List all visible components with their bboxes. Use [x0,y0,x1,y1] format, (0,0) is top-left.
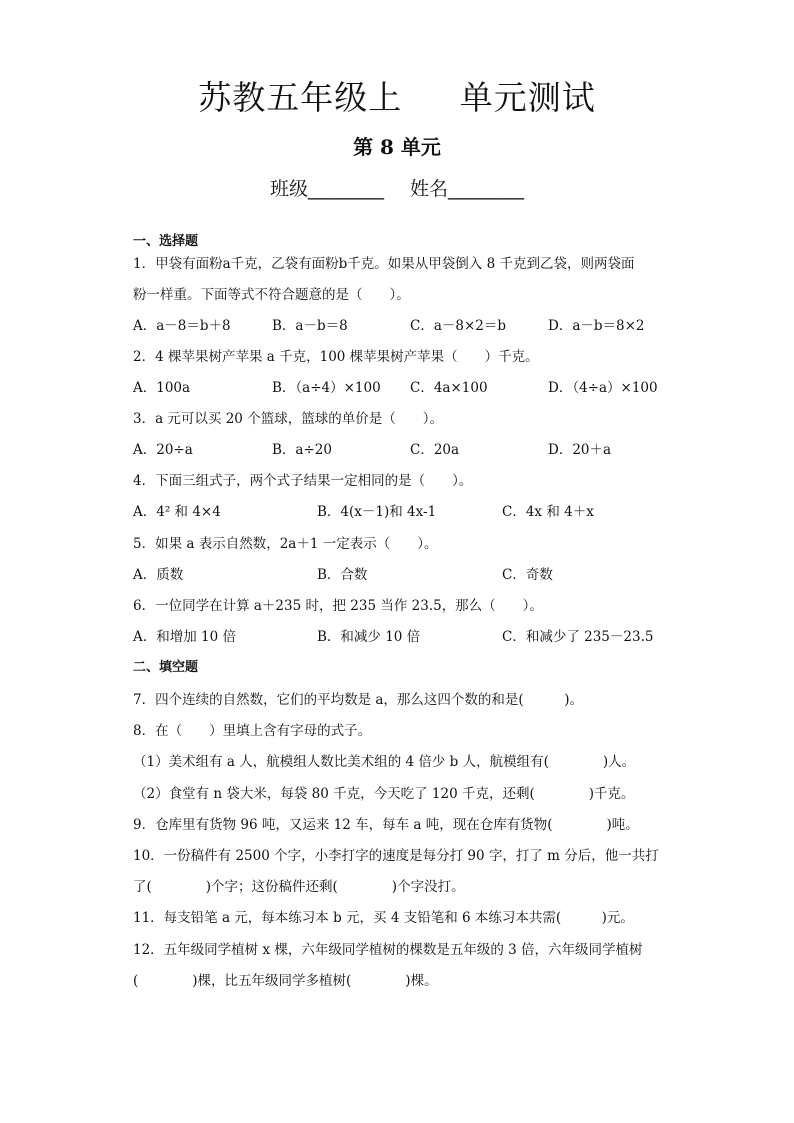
question-1-line1: 1．甲袋有面粉a千克，乙袋有面粉b千克。如果从甲袋倒入 8 千克到乙袋，则两袋面 [133,256,635,272]
q6-option-b[interactable]: B．和减少 10 倍 [317,629,421,645]
q1-option-d[interactable]: D．a－b＝8×2 [548,318,645,334]
q4-option-a[interactable]: A．4² 和 4×4 [133,504,221,520]
q2-option-a[interactable]: A．100a [133,380,191,396]
question-7: 7．四个连续的自然数，它们的平均数是 a，那么这四个数的和是( )。 [133,692,583,708]
question-3: 3．a 元可以买 20 个篮球，篮球的单价是（ ）。 [133,411,443,427]
question-10-line1: 10．一份稿件有 2500 个字，小李打字的速度是每分打 90 字，打了 m 分后，他一共打 [133,848,659,864]
question-12-line1: 12．五年级同学植树 x 棵，六年级同学植树的棵数是五年级的 3 倍，六年级同学植树 [133,942,643,958]
question-1-line2: 粉一样重。下面等式不符合题意的是（ ）。 [133,287,410,303]
q6-option-c[interactable]: C．和减少了 235－23.5 [502,629,654,645]
q1-option-c[interactable]: C．a－8×2＝b [410,318,507,334]
question-12-line2: ( )棵，比五年级同学多植树( )棵。 [133,973,438,989]
question-2: 2．4 棵苹果树产苹果 a 千克，100 棵苹果树产苹果（ ）千克。 [133,349,539,365]
q1-option-b[interactable]: B．a－b＝8 [272,318,348,334]
page-title: 苏教五年级上 单元测试 [198,78,596,117]
q6-option-a[interactable]: A．和增加 10 倍 [133,629,237,645]
question-6: 6．一位同学在计算 a＋235 时，把 235 当作 23.5，那么（ ）。 [133,598,543,614]
question-10-line2: 了( )个字；这份稿件还剩( )个字没打。 [133,879,465,895]
q3-option-d[interactable]: D．20＋a [548,442,612,458]
q1-option-a[interactable]: A．a－8＝b＋8 [133,318,231,334]
question-11: 11．每支铅笔 a 元，每本练习本 b 元，买 4 支铅笔和 6 本练习本共需( )元。 [133,910,634,926]
question-9: 9．仓库里有货物 96 吨，又运来 12 车，每车 a 吨，现在仓库有货物( )吨。 [133,817,639,833]
q2-option-d[interactable]: D．（4÷a）×100 [548,380,658,396]
q5-option-c[interactable]: C．奇数 [502,567,553,583]
section-fill-heading: 二、填空题 [133,660,199,675]
q5-option-a[interactable]: A．质数 [133,567,184,583]
question-8-part2: （2）食堂有 n 袋大米，每袋 80 千克，今天吃了 120 千克，还剩( )千克。 [133,786,635,802]
q3-option-c[interactable]: C．20a [410,442,460,458]
question-4: 4．下面三组式子，两个式子结果一定相同的是（ ）。 [133,473,473,489]
q5-option-b[interactable]: B．合数 [317,567,368,583]
unit-subtitle: 第 8 单元 [353,135,441,159]
q2-option-c[interactable]: C．4a×100 [410,380,488,396]
question-8-part1: （1）美术组有 a 人，航模组人数比美术组的 4 倍少 b 人，航模组有( )人。 [133,754,636,770]
question-8: 8．在（ ）里填上含有字母的式子。 [133,723,372,739]
class-field[interactable]: 班级________ [269,178,384,200]
q2-option-b[interactable]: B．（a÷4）×100 [272,380,381,396]
question-5: 5．如果 a 表示自然数，2a＋1 一定表示（ ）。 [133,536,438,552]
q4-option-b[interactable]: B．4(x－1)和 4x-1 [317,504,437,520]
q4-option-c[interactable]: C．4x 和 4＋x [502,504,594,520]
student-info [0,174,794,201]
name-field[interactable]: 姓名________ [410,178,525,200]
q3-option-a[interactable]: A．20÷a [133,442,193,458]
section-choice-heading: 一、选择题 [133,234,199,249]
q3-option-b[interactable]: B．a÷20 [272,442,332,458]
